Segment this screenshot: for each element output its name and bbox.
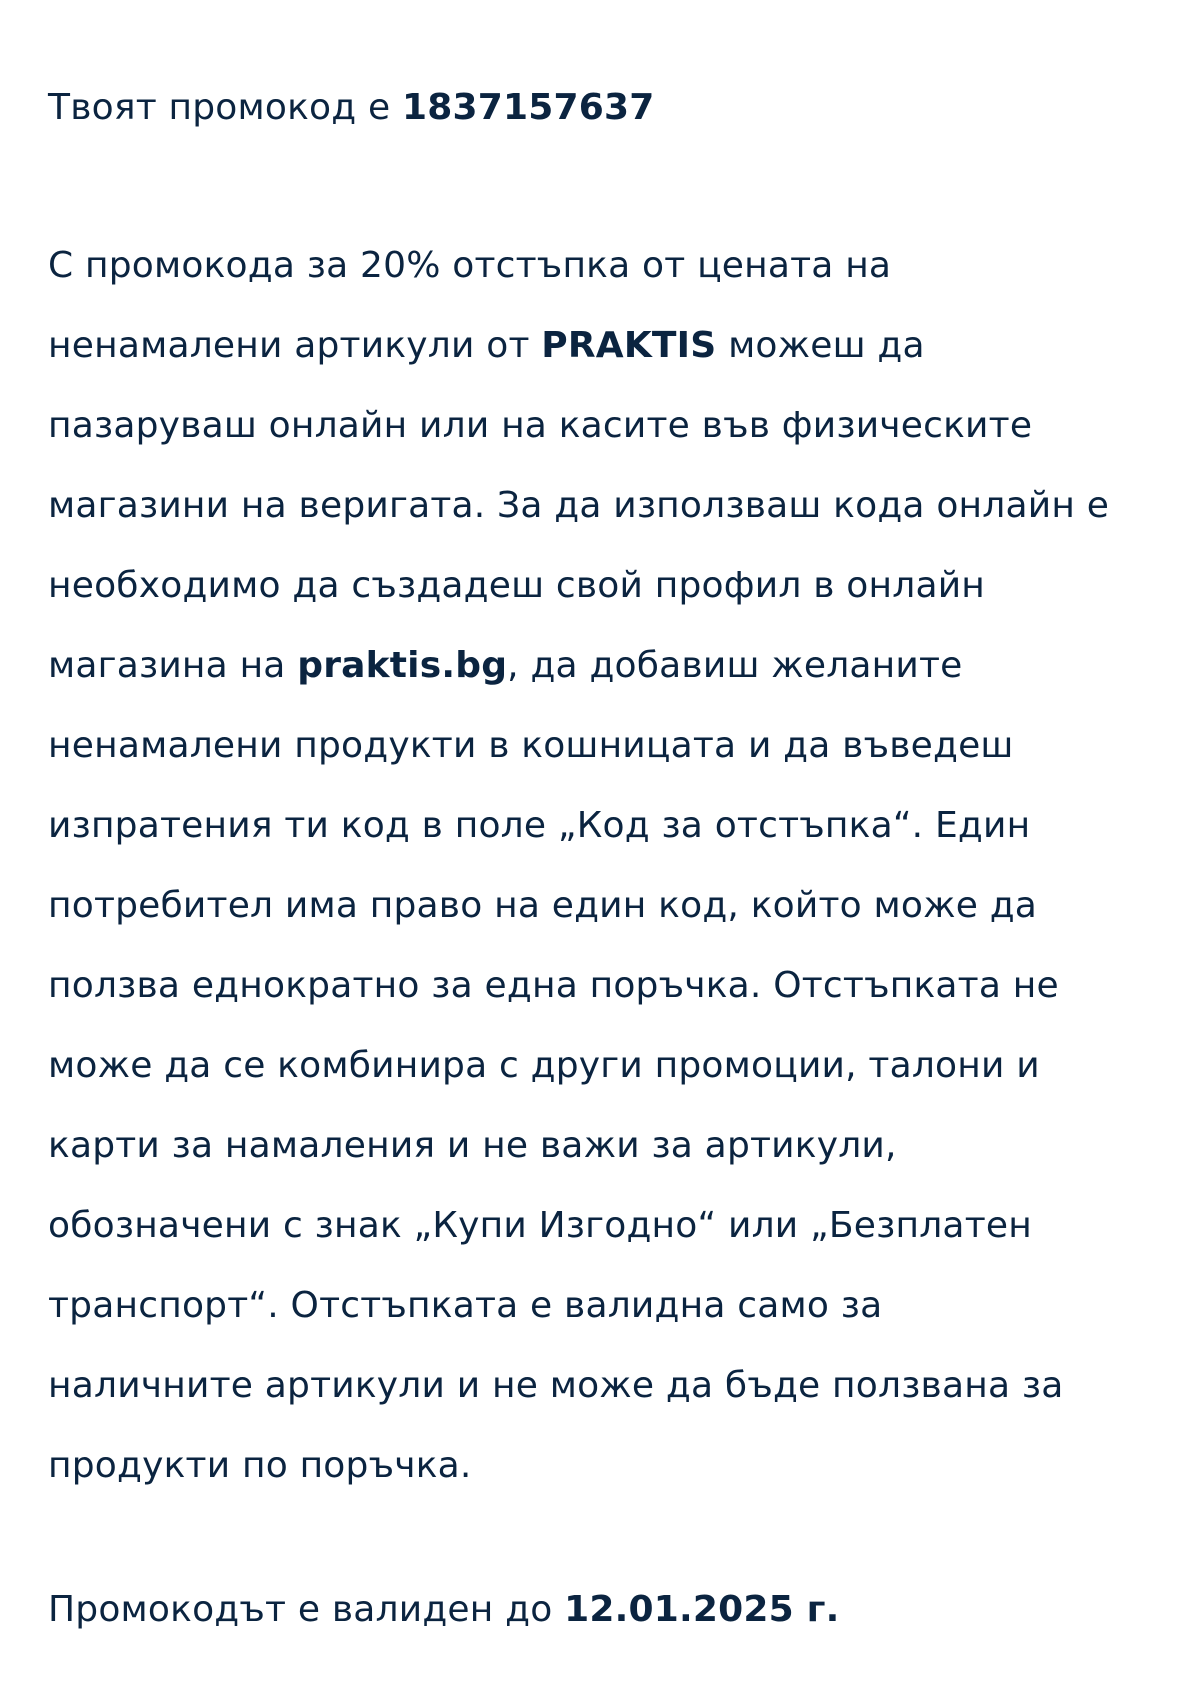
terms-line: продукти по поръчка. [48,1445,472,1486]
validity-label: Промокодът е валиден до [48,1589,565,1630]
terms-text: можеш да [716,325,925,366]
promo-code-value: 1837157637 [402,87,655,128]
terms-text: ненамалени артикули от [48,325,542,366]
promo-code-label: Твоят промокод е [48,87,402,128]
terms-line: необходимо да създадеш свой профил в онлайн [48,565,986,606]
validity-date: 12.01.2025 г. [564,1589,840,1630]
terms-line: С промокода за 20% отстъпка от цената на [48,245,892,286]
promo-terms [48,226,1109,1506]
site-name: praktis.bg [297,645,508,686]
terms-line: магазини на веригата. За да използваш кода онлайн е [48,485,1110,526]
terms-line: карти за намаления и не важи за артикули, [48,1125,897,1166]
terms-line: транспорт“. Отстъпката е валидна само за [48,1285,883,1326]
brand-name: PRAKTIS [541,325,717,366]
terms-line: ненамалени продукти в кошницата и да въведеш [48,725,1014,766]
terms-text: , да добавиш желаните [507,645,963,686]
promo-code-line [48,68,655,148]
terms-line: може да се комбинира с други промоции, талони и [48,1045,1040,1086]
terms-line: наличните артикули и не може да бъде ползвана за [48,1365,1064,1406]
validity-line [48,1570,839,1650]
terms-line: пазаруваш онлайн или на касите във физическите [48,405,1033,446]
terms-text: магазина на [48,645,298,686]
terms-line: изпратения ти код в поле „Код за отстъпка“. Един [48,805,1031,846]
terms-line: ползва еднократно за една поръчка. Отстъпката не [48,965,1059,1006]
terms-line [48,626,1109,706]
terms-line: потребител има право на един код, който може да [48,885,1038,926]
terms-line [48,306,1109,386]
terms-line: обозначени с знак „Купи Изгодно“ или „Безплатен [48,1205,1032,1246]
